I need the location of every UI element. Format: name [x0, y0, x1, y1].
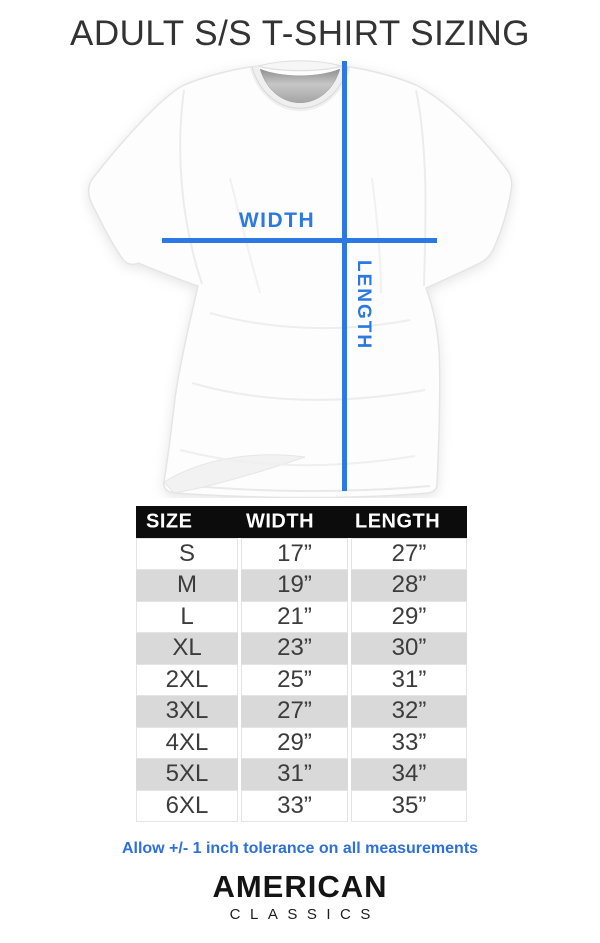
size-cell: 5XL — [136, 759, 238, 791]
tolerance-note: Allow +/- 1 inch tolerance on all measurements — [121, 839, 479, 857]
width-cell: 29” — [241, 727, 348, 759]
table-row — [136, 727, 467, 759]
header-length: LENGTH — [355, 510, 441, 533]
length-cell: 35” — [351, 790, 467, 822]
width-cell: 23” — [241, 633, 348, 665]
length-cell: 29” — [351, 601, 467, 633]
brand-name-secondary: CLASSICS — [229, 905, 380, 923]
size-table — [136, 506, 467, 822]
table-header — [136, 506, 467, 538]
length-cell: 34” — [351, 759, 467, 791]
table-row — [136, 790, 467, 822]
size-cell: 6XL — [136, 790, 238, 822]
length-cell: 33” — [351, 727, 467, 759]
table-row — [136, 759, 467, 791]
table-row — [136, 538, 467, 570]
size-cell: M — [136, 570, 238, 602]
width-cell: 21” — [241, 601, 348, 633]
brand-logo — [0, 869, 600, 923]
width-cell: 25” — [241, 664, 348, 696]
size-cell: 2XL — [136, 664, 238, 696]
table-row — [136, 601, 467, 633]
size-cell: 4XL — [136, 727, 238, 759]
width-measure-line — [162, 238, 437, 243]
width-cell: 31” — [241, 759, 348, 791]
table-row — [136, 633, 467, 665]
header-width: WIDTH — [246, 510, 315, 533]
size-cell: XL — [136, 633, 238, 665]
table-row — [136, 664, 467, 696]
length-cell: 27” — [351, 538, 467, 570]
table-row — [136, 570, 467, 602]
length-cell: 32” — [351, 696, 467, 728]
width-cell: 33” — [241, 790, 348, 822]
table-row — [136, 696, 467, 728]
width-cell: 17” — [241, 538, 348, 570]
length-label: LENGTH — [353, 260, 374, 351]
width-label: WIDTH — [238, 209, 316, 232]
length-measure-line — [342, 61, 347, 491]
width-cell: 19” — [241, 570, 348, 602]
size-cell: L — [136, 601, 238, 633]
length-cell: 28” — [351, 570, 467, 602]
brand-name-primary: AMERICAN — [212, 868, 388, 904]
length-cell: 30” — [351, 633, 467, 665]
shirt-diagram — [0, 54, 600, 501]
page-title: ADULT S/S T-SHIRT SIZING — [70, 14, 530, 53]
width-cell: 27” — [241, 696, 348, 728]
length-cell: 31” — [351, 664, 467, 696]
size-cell: S — [136, 538, 238, 570]
header-size: SIZE — [146, 510, 193, 533]
tshirt-illustration — [80, 58, 520, 498]
size-cell: 3XL — [136, 696, 238, 728]
